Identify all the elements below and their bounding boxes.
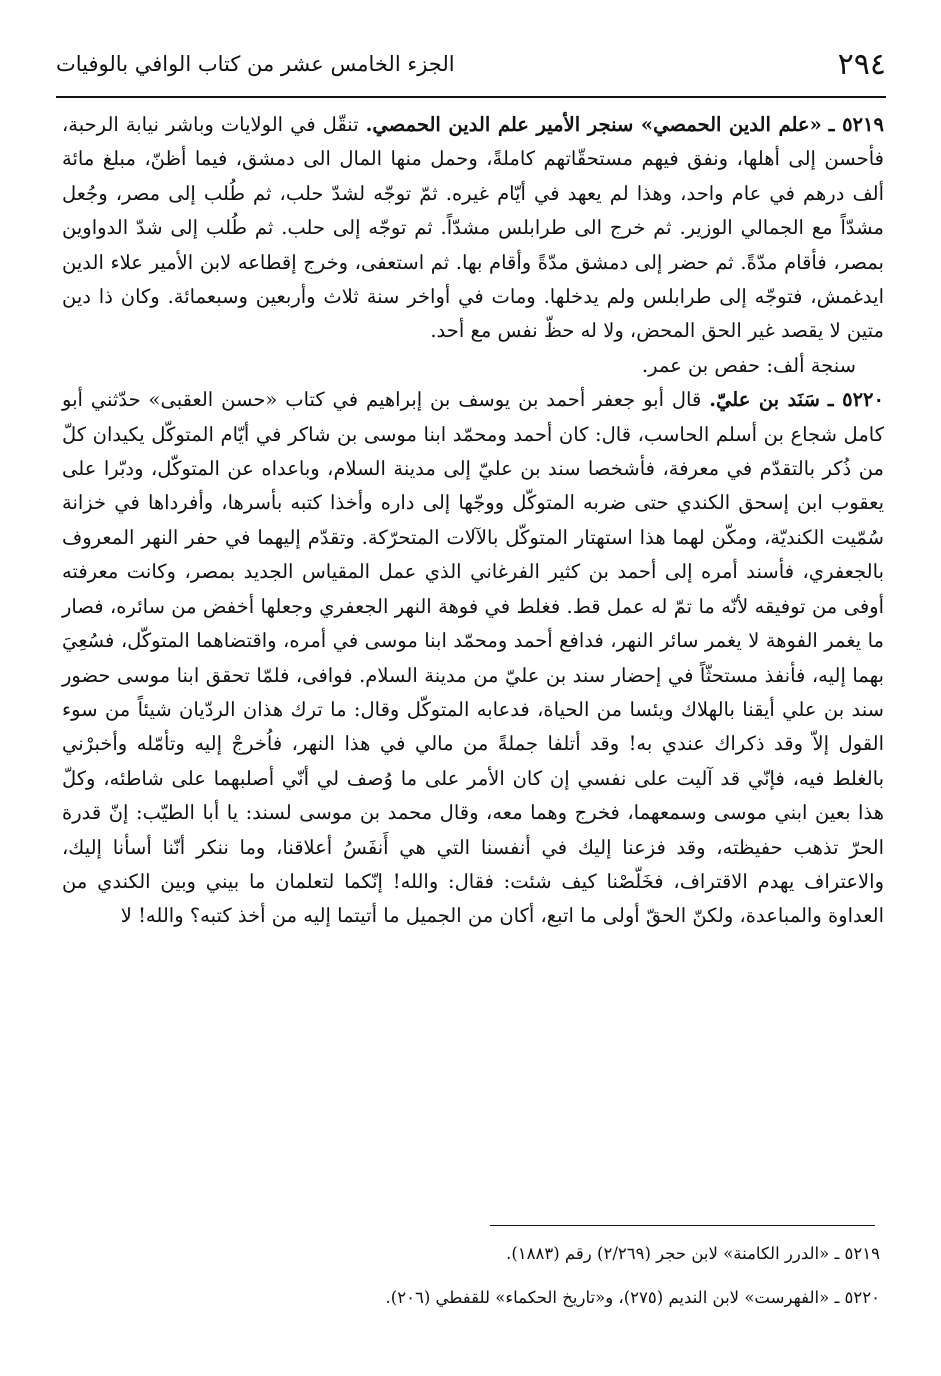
footnote: ٥٢٢٠ ـ «الفهرست» لابن النديم (٢٧٥)، و«تاريخ الحكماء» للقفطي (٢٠٦).: [385, 1288, 880, 1307]
entry-number: ٥٢٢٠ ـ: [827, 388, 885, 412]
page-number: ٢٩٤: [837, 46, 886, 82]
entry-heading: سَنَد بن عليّ.: [709, 388, 821, 412]
footnotes: [62, 1232, 880, 1320]
entry-heading: «علم الدين الحمصي» سنجر الأمير علم الدين الحمصي.: [365, 113, 822, 136]
cross-reference: سنجة ألف: حفص بن عمر.: [641, 353, 856, 377]
page-header: [56, 40, 886, 88]
entry-5219: [62, 108, 884, 349]
entry-number: ٥٢١٩ ـ: [828, 113, 884, 136]
entry-body: قال أبو جعفر أحمد بن يوسف بن إبراهيم في كتاب «حسن العقبى» حدّثني أبو كامل شجاع بن أسلم الحاسب، قال: كان أحمد ومحمّد ابنا موسى بن شاكر في أيّام المتوكّل يكيدان كلّ من ذُكر بالتقدّم في معرفة، فأشخصا سند بن عليّ إلى مدينة السلام، وباعداه عن المتوكّل، ودبّرا على يعقوب ابن إسحق الكندي حتى ضربه المتوكّل ووجّها إلى داره وأخذا كتبه بأسرها، وأفرداها في خزانة سُمّيت الكنديّة، ومكّن لهما هذا استهتار المتوكّل بالآلات المتحرّكة. وتقدّم إليهما في حفر النهر المعروف بالجعفري، فأسند أمره إلى أحمد بن كثير الفرغاني الذي عمل المقياس الجديد بمصر، وكانت معرفته أوفى من توفيقه لأنّه ما تمّ له عمل قط. فغلط في فوهة النهر الجعفري وجعلها أخفض من سائره، فصار ما يغمر الفوهة لا يغمر سائر النهر، فدافع أحمد ومحمّد ابنا موسى في أمره، واقتضاهما المتوكّل، فسُعِيَ بهما إليه، فأنفذ مستحثّاً في إحضار سند بن عليّ من مدينة السلام. فوافى، فلمّا تحقق ابنا موسى حضور سند بن علي أيقنا بالهلاك ويئسا من الحياة، فدعابه المتوكّل وقال: ما ترك هذان الردّيان شيئاً من سوء القول إلاّ وقد ذكراك عندي به! وقد أتلفا جملةً من مالي في هذا النهر، فاُخرجْ إليه وتأمّله وأخبرْني بالغلط فيه، فإنّي قد آليت على نفسي إن كان الأمر على ما وُصف لي أنّي أصلبهما على شاطئه، وكلّ هذا بعين ابني موسى وسمعهما، فخرج وهما معه، وقال محمد بن موسى لسند: يا أبا الطيّب: إنّ قدرة الحرّ تذهب حفيظته، وقد فزعنا إليك في أنفسنا التي هي أَنفَسُ أعلاقنا، وما ننكر أنّنا أسأنا إليك، والاعتراف يهدم الاقتراف، فخَلّصْنا كيف شئت: فقال: والله! إنّكما لتعلمان ما بيني وبين الكندي من العداوة والمباعدة، ولكنّ الحقّ أولى ما اتبع، أكان من الجميل ما أتيتما إليه من أخذ كتبه؟ والله! لا: [62, 388, 884, 928]
header-rule: [56, 96, 886, 98]
footnote-rule: [490, 1225, 875, 1226]
entry-body: تنقّل في الولايات وباشر نيابة الرحبة، فأحسن إلى أهلها، ونفق فيهم مستحقّاتهم كاملةً، وحمل منها المال الى دمشق، فيما أظنّ، مبلغ مائة ألف درهم في عام واحد، وهذا لم يعهد في أيّام غيره. ثمّ توجّه لشدّ حلب، ثم طُلب إلى مصر، وجُعل مشدّاً مع الجمالي الوزير. ثم خرج الى طرابلس مشدّاً. ثم توجّه إلى حلب. ثم طُلب إلى شدّ الدواوين بمصر، فأقام مدّةً. ثم حضر إلى دمشق مدّةً وأقام بها. ثم استعفى، وخرج إقطاعه لابن الأمير علاء الدين ايدغمش، فتوجّه إلى طرابلس ولم يدخلها. ومات في أواخر سنة ثلاث وأربعين وسبعمائة. وكان ذا دين متين لا يقصد غير الحق المحض، ولا له حظّ نفس مع أحد.: [62, 113, 884, 343]
entry-5220: [62, 383, 884, 934]
footnote: ٥٢١٩ ـ «الدرر الكامنة» لابن حجر (٢/٢٦٩) رقم (١٨٨٣).: [506, 1244, 880, 1263]
main-text: [62, 108, 884, 934]
running-title: الجزء الخامس عشر من كتاب الوافي بالوفيات: [56, 52, 455, 76]
